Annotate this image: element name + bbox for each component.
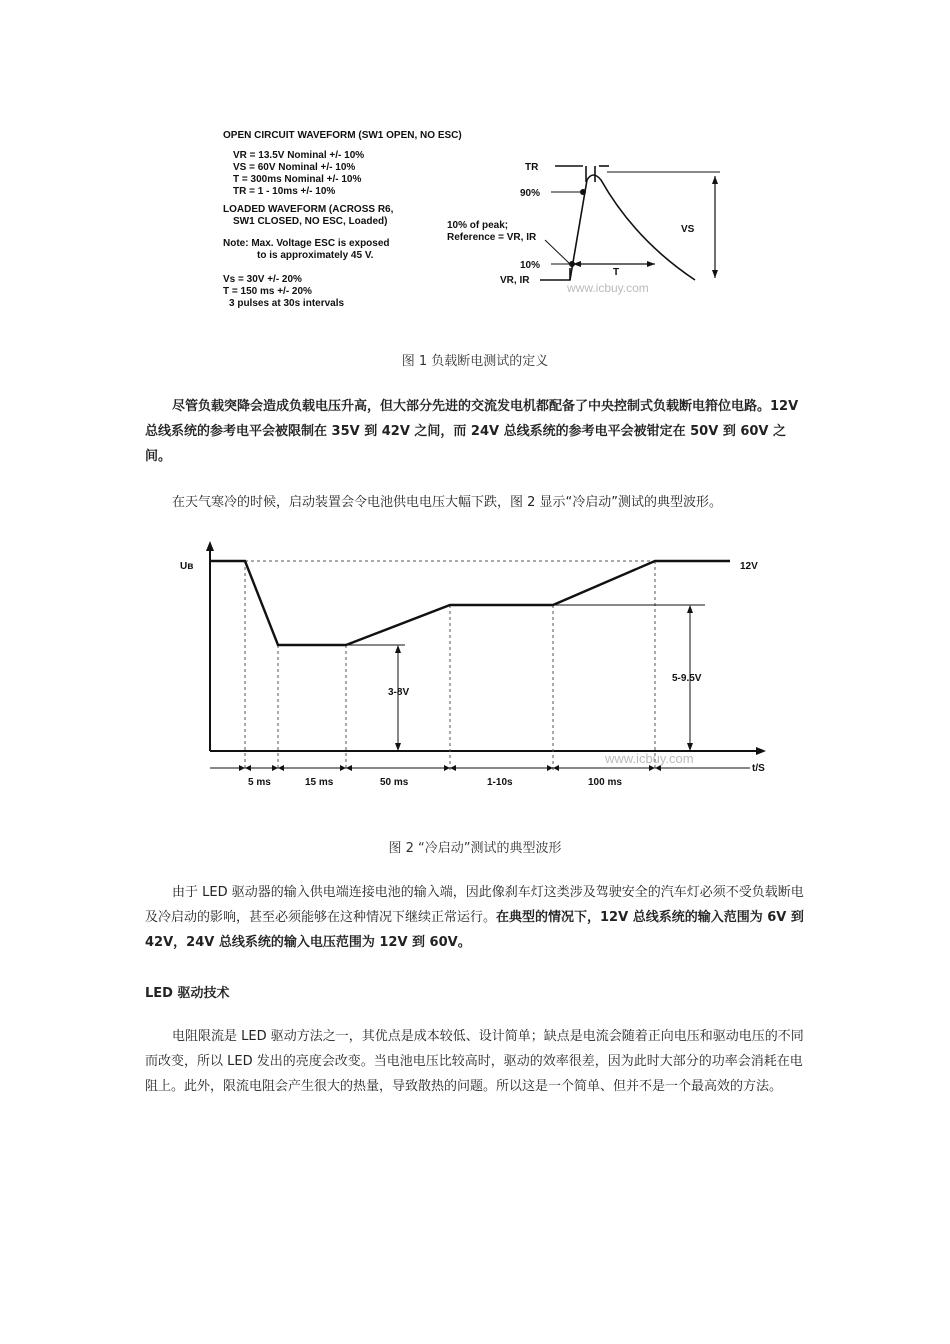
paragraph-led-input-bold: 在典型的情况下，12V 总线系统的输入范围为 6V 到 42V，24V 总线系统的输入电压范围为 12V 到 60V。 <box>145 910 804 950</box>
interval-5ms: 5 ms <box>248 777 271 788</box>
y-axis-label: Uв <box>180 561 194 572</box>
loaded-title-1: LOADED WAVEFORM (ACROSS R6, <box>223 204 394 215</box>
loaded-title-2: SW1 CLOSED, NO ESC, Loaded) <box>233 216 388 227</box>
axes <box>210 547 760 751</box>
label-10-percent: 10% <box>520 260 541 271</box>
note-line-1: Note: Max. Voltage ESC is exposed <box>223 238 390 249</box>
interval-15ms: 15 ms <box>305 777 334 788</box>
open-line-t: T = 300ms Nominal +/- 10% <box>233 174 362 185</box>
guide-lines <box>245 561 655 770</box>
label-tr: TR <box>525 162 539 173</box>
watermark: www.icbuy.com <box>605 751 694 766</box>
label-vr-ir: VR, IR <box>500 275 530 286</box>
interval-100ms: 100 ms <box>588 777 622 788</box>
label-vs: VS <box>681 224 695 235</box>
x-axis-label: t/S <box>752 763 765 774</box>
paragraph-led-input-normal: 由于 LED 驱动器的输入供电端连接电池的输入端，因此像刹车灯这类涉及驾驶安全的汽车灯必须不受负载断电及冷启动的影响，甚至必须能够在这种情况下继续正常运行。 <box>145 885 804 925</box>
cold-crank-waveform <box>210 561 730 645</box>
loaded-line-vs: Vs = 30V +/- 20% <box>223 274 302 285</box>
point-90-percent <box>580 189 586 195</box>
open-line-vs: VS = 60V Nominal +/- 10% <box>233 162 356 173</box>
load-dump-waveform <box>540 166 720 280</box>
figure-2-caption: 图 2 “冷启动”测试的典型波形 <box>388 841 562 856</box>
label-3-8v: 3-8V <box>388 687 410 698</box>
label-10-of-peak-1: 10% of peak; <box>447 220 509 231</box>
note-line-2: to is approximately 45 V. <box>257 250 374 261</box>
loaded-line-t: T = 150 ms +/- 20% <box>223 286 312 297</box>
label-10-of-peak-2: Reference = VR, IR <box>447 232 537 243</box>
open-line-tr: TR = 1 - 10ms +/- 10% <box>233 186 336 197</box>
label-12v: 12V <box>740 561 758 572</box>
label-t: T <box>613 267 620 278</box>
paragraph-led-input-range <box>145 880 810 955</box>
cold-crank-waveform-figure <box>170 535 780 795</box>
open-circuit-title: OPEN CIRCUIT WAVEFORM (SW1 OPEN, NO ESC) <box>223 130 462 141</box>
label-90-percent: 90% <box>520 188 541 199</box>
interval-1-10s: 1-10s <box>487 777 513 788</box>
x-axis-arrow <box>756 747 766 755</box>
load-dump-waveform-figure <box>215 120 740 320</box>
paragraph-resistor-limiting: 电阻限流是 LED 驱动方法之一，其优点是成本较低、设计简单；缺点是电流会随着正向电压和驱动电压的不同而改变，所以 LED 发出的亮度会改变。当电池电压比较高时，驱动的效率很差，因为此时大部分的功率会消耗在电阻上。此外，限流电阻会产生很大的热量，导致散热的问题。所以这是一个简单、但并不是一个最高效的方法。 <box>145 1029 804 1094</box>
interval-50ms: 50 ms <box>380 777 409 788</box>
label-5-9.5v: 5-9.5V <box>672 673 702 684</box>
paragraph-load-dump-clamp: 尽管负载突降会造成负载电压升高，但大部分先进的交流发电机都配备了中央控制式负载断电箝位电路。12V 总线系统的参考电平会被限制在 35V 到 42V 之间，而 24V 总线系统的参考电平会被钳定在 50V 到 60V 之间。 <box>145 399 799 464</box>
paragraph-cold-crank-intro: 在天气寒冷的时候，启动装置会令电池供电电压大幅下跌，图 2 显示“冷启动”测试的典型波形。 <box>172 495 723 510</box>
y-axis-arrow <box>206 541 214 551</box>
section-heading-led-drive: LED 驱动技术 <box>145 986 230 1001</box>
open-line-vr: VR = 13.5V Nominal +/- 10% <box>233 150 365 161</box>
loaded-line-pulses: 3 pulses at 30s intervals <box>229 298 345 309</box>
watermark: www.icbuy.com <box>567 281 649 295</box>
figure-1-caption: 图 1 负载断电测试的定义 <box>401 354 549 369</box>
